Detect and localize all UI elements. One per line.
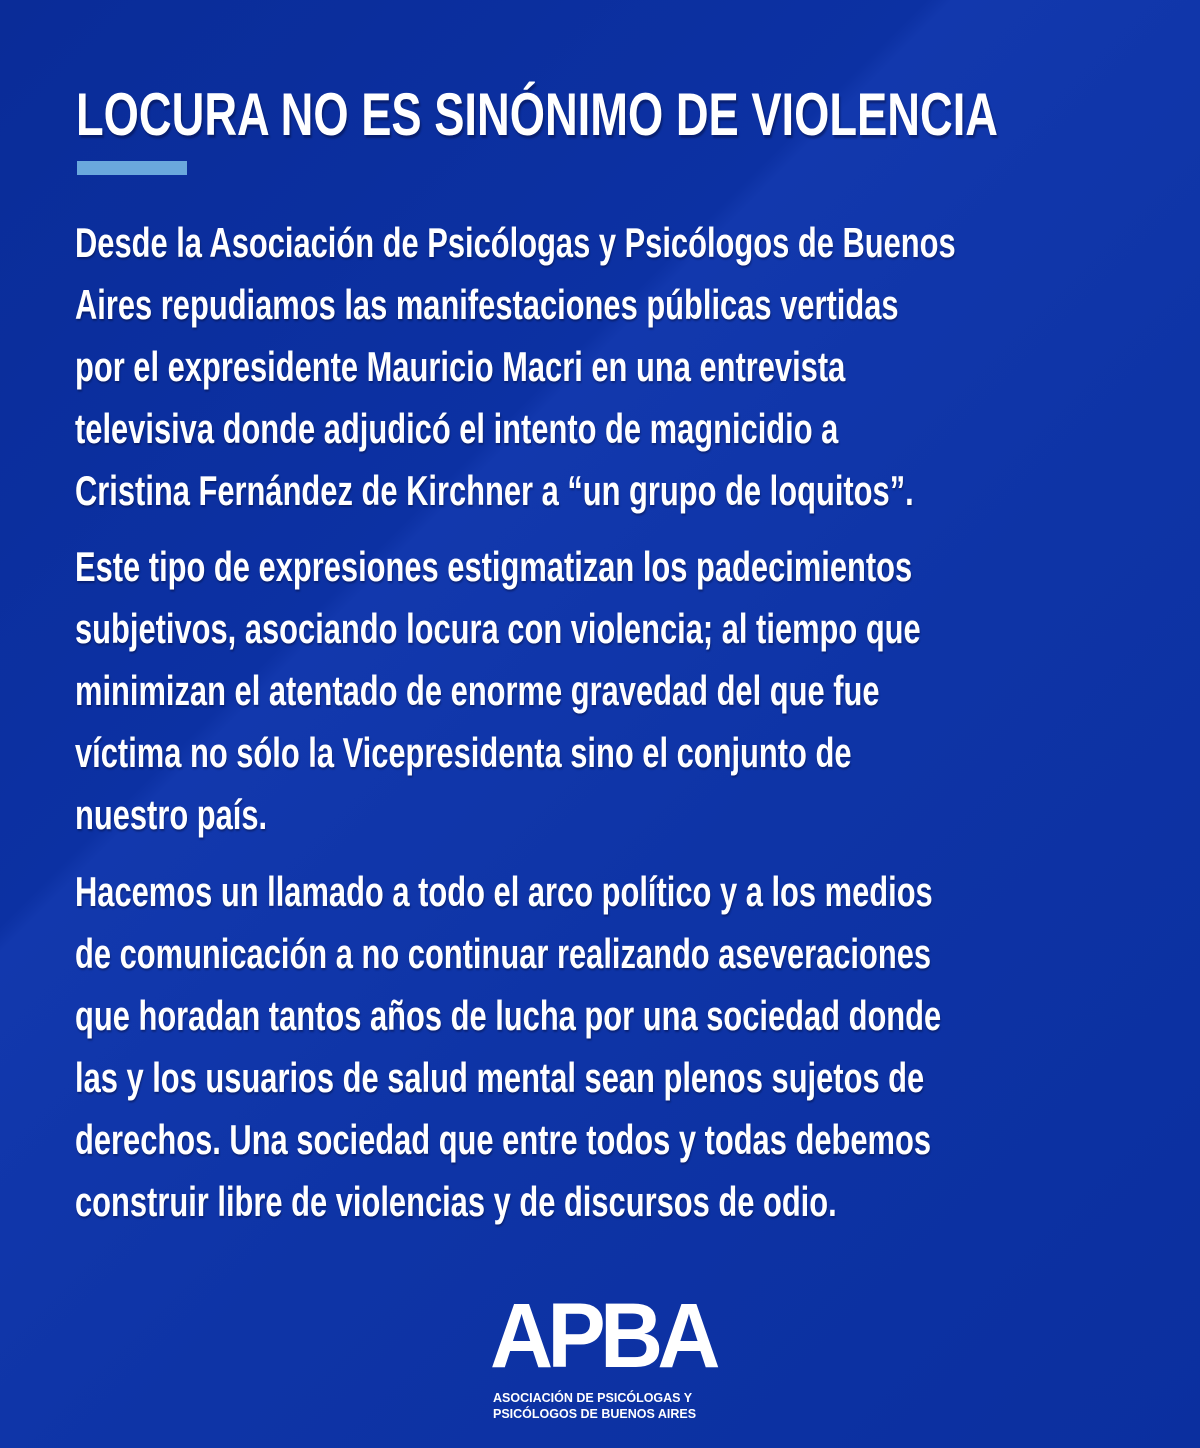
paragraph-2-line: víctima no sólo la Vicepresidenta sino el conjunto de <box>75 729 852 776</box>
paragraph-1-line: Desde la Asociación de Psicólogas y Psicólogos de Buenos <box>75 219 956 266</box>
paragraph-3-line: de comunicación a no continuar realizando aseveraciones <box>75 930 932 977</box>
paragraph-1-line: por el expresidente Mauricio Macri en una entrevista <box>75 343 846 390</box>
page-title: LOCURA NO ES SINÓNIMO DE VIOLENCIA <box>76 81 998 148</box>
logo-subtitle-line-2: PSICÓLOGOS DE BUENOS AIRES <box>493 1407 697 1421</box>
paragraph-1-line: Aires repudiamos las manifestaciones públicas vertidas <box>75 281 899 328</box>
paragraph-3-line: las y los usuarios de salud mental sean plenos sujetos de <box>75 1054 925 1101</box>
paragraph-3-line: construir libre de violencias y de discursos de odio. <box>75 1178 837 1225</box>
paragraph-2-line: nuestro país. <box>75 791 268 838</box>
paragraph-2-line: Este tipo de expresiones estigmatizan los padecimientos <box>75 543 913 590</box>
paragraph-3-line: Hacemos un llamado a todo el arco político y a los medios <box>75 868 933 915</box>
paragraph-2-line: subjetivos, asociando locura con violencia; al tiempo que <box>75 605 921 652</box>
paragraph-3-line: que horadan tantos años de lucha por una sociedad donde <box>75 992 942 1039</box>
paragraph-3-line: derechos. Una sociedad que entre todos y todas debemos <box>75 1116 931 1163</box>
paragraph-1-line: televisiva donde adjudicó el intento de magnicidio a <box>75 405 839 452</box>
apba-logo <box>490 1282 720 1422</box>
logo-subtitle-line-1: ASOCIACIÓN DE PSICÓLOGAS Y <box>493 1391 693 1405</box>
paragraph-2-line: minimizan el atentado de enorme gravedad del que fue <box>75 667 880 714</box>
logo-mark: APBA <box>490 1285 715 1387</box>
accent-bar <box>77 161 187 175</box>
paragraph-1-line: Cristina Fernández de Kirchner a “un grupo de loquitos”. <box>75 467 914 514</box>
